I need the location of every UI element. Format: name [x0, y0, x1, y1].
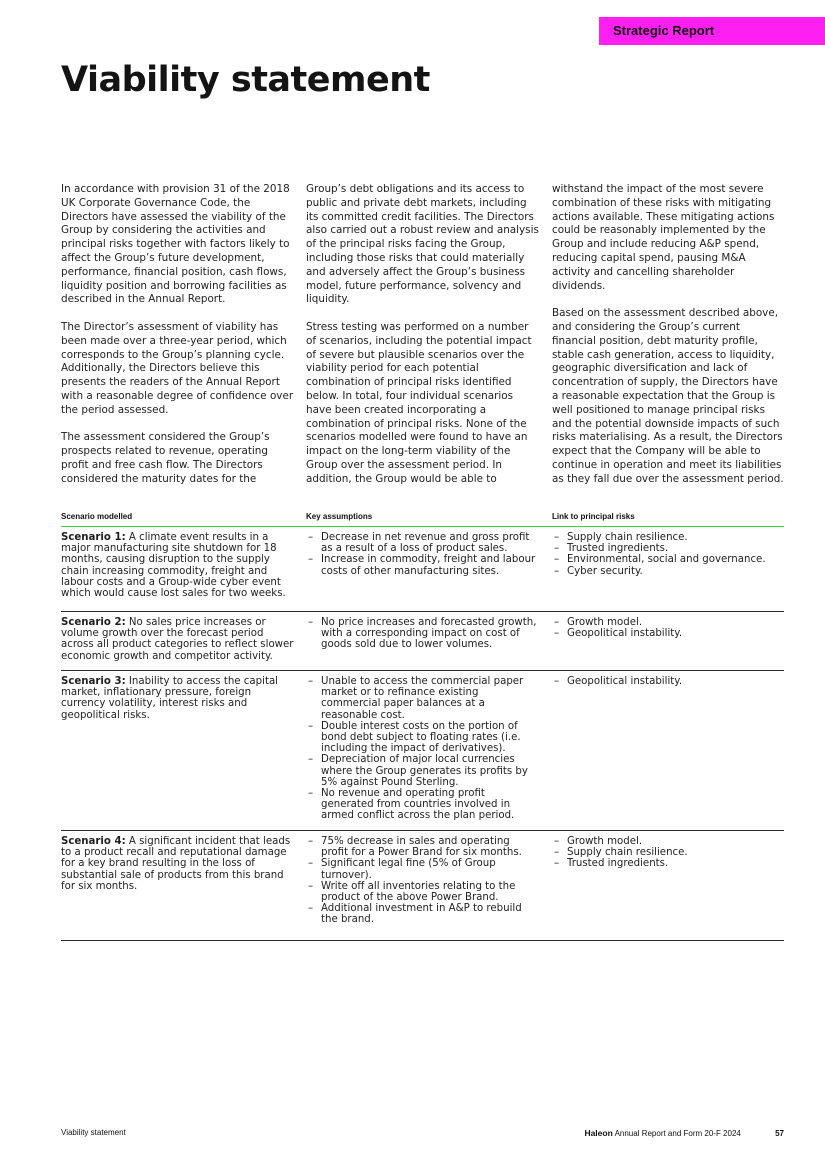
scenario-table — [61, 511, 784, 941]
list-item: – Geopolitical instability. — [552, 676, 784, 687]
list-item: – Supply chain resilience. — [552, 532, 784, 543]
section-tag: Strategic Report — [599, 17, 825, 45]
text-column-2 — [306, 183, 540, 487]
header-assumptions: Key assumptions — [306, 512, 373, 521]
list-item: – Double interest costs on the portion of bond debt subject to floating rates (i.e. including the impact of derivatives). — [306, 721, 540, 755]
list-item: – Write off all inventories relating to the product of the above Power Brand. — [306, 881, 540, 903]
risks-cell — [552, 617, 784, 670]
table-row — [61, 527, 784, 612]
list-item: – Cyber security. — [552, 566, 784, 577]
header-risks: Link to principal risks — [552, 512, 635, 521]
assumptions-cell — [306, 532, 552, 611]
list-item: – Significant legal fine (5% of Group turnover). — [306, 858, 540, 880]
paragraph: Stress testing was performed on a number of scenarios, including the potential impact of severe but plausible scenarios over the viability period for each potential combination of principal risks identified below. In total, four individual scenarios have been created incorporating a combination of principal risks. None of the scenarios modelled were found to have an impact on the long-term viability of the Group over the assessment period. In addition, the Group would be able to — [306, 320, 532, 485]
assumptions-cell — [306, 617, 552, 670]
list-item: – No revenue and operating profit generated from countries involved in armed conflict across the plan period. — [306, 788, 540, 822]
page-title: Viability statement — [61, 60, 430, 100]
scenario-cell — [61, 532, 306, 611]
scenario-cell — [61, 617, 306, 670]
text-column-1 — [61, 183, 295, 487]
scenario-label: Scenario 1: — [61, 532, 126, 543]
list-item: – 75% decrease in sales and operating profit for a Power Brand for six months. — [306, 836, 540, 858]
list-item: – Trusted ingredients. — [552, 858, 784, 869]
scenario-description: A climate event results in a major manufacturing site shutdown for 18 months, causing disruption to the supply chain increasing commodity, freight and labour costs and a Group-wide cyber event which would cause lost sales for two weeks. — [61, 532, 286, 600]
list-item: – Supply chain resilience. — [552, 847, 784, 858]
list-item: – Unable to access the commercial paper market or to refinance existing commercial paper balances at a reasonable cost. — [306, 676, 540, 721]
scenario-label: Scenario 3: — [61, 676, 126, 687]
page-number: 57 — [775, 1129, 784, 1138]
paragraph: Based on the assessment described above, and considering the Group’s current financial position, debt maturity profile, stable cash generation, access to liquidity, geographic diversification and lack of concentration of supply, the Directors have a reasonable expectation that the Group is well positioned to manage principal risks and the potential downside impacts of such risks materialising. As a result, the Directors expect that the Company will be able to continue in operation and meet its liabilities as they fall due over the assessment period. — [552, 307, 784, 485]
paragraph: The Director’s assessment of viability has been made over a three-year period, which corresponds to the Group’s planning cycle. Additionally, the Directors believe this presents the readers of the Annual Report with a reasonable degree of confidence over the period assessed. — [61, 320, 294, 416]
scenario-description: A significant incident that leads to a product recall and reputational damage for a key brand resulting in the loss of substantial sale of products from this brand for six months. — [61, 836, 291, 892]
scenario-cell — [61, 676, 306, 830]
paragraph: withstand the impact of the most severe combination of these risks with mitigating actions available. These mitigating actions could be reasonably implemented by the Group and include reducing A&P spend, reducing capital spend, pausing M&A activity and cancelling shareholder dividends. — [552, 183, 775, 292]
risks-cell — [552, 532, 784, 611]
assumptions-cell — [306, 676, 552, 830]
header-scenario: Scenario modelled — [61, 512, 133, 521]
paragraph: The assessment considered the Group’s prospects related to revenue, operating profit and free cash flow. The Directors considered the maturity dates for the — [61, 431, 270, 485]
scenario-label: Scenario 4: — [61, 836, 126, 847]
table-row — [61, 612, 784, 671]
paragraph: In accordance with provision 31 of the 2018 UK Corporate Governance Code, the Directors have assessed the viability of the Group by considering the activities and principal risks together with factors likely to affect the Group’s future development, performance, financial position, cash flows, liquidity position and borrowing facilities as described in the Annual Report. — [61, 183, 290, 306]
footer-section-name: Viability statement — [61, 1128, 126, 1137]
list-item: – Environmental, social and governance. — [552, 554, 784, 565]
list-item: – Additional investment in A&P to rebuild the brand. — [306, 903, 540, 925]
brand-name: Haleon — [584, 1128, 613, 1138]
scenario-label: Scenario 2: — [61, 617, 126, 628]
text-column-3 — [552, 183, 786, 487]
table-header — [61, 511, 784, 527]
table-row — [61, 831, 784, 941]
risks-cell — [552, 836, 784, 940]
list-item: – Geopolitical instability. — [552, 628, 784, 639]
paragraph: Group’s debt obligations and its access to public and private debt markets, including its committed credit facilities. The Directors also carried out a robust review and analysis of the principal risks facing the Group, including those risks that could materially and adversely affect the Group’s business model, future performance, solvency and liquidity. — [306, 183, 539, 306]
footer-publication — [584, 1128, 784, 1138]
scenario-description: Inability to access the capital market, inflationary pressure, foreign currency volatility, interest risks and geopolitical risks. — [61, 676, 279, 721]
list-item: – Growth model. — [552, 836, 784, 847]
list-item: – Decrease in net revenue and gross profit as a result of a loss of product sales. — [306, 532, 540, 554]
list-item: – Increase in commodity, freight and labour costs of other manufacturing sites. — [306, 554, 540, 576]
risks-cell — [552, 676, 784, 830]
assumptions-cell — [306, 836, 552, 940]
table-row — [61, 671, 784, 831]
list-item: – No price increases and forecasted growth, with a corresponding impact on cost of goods sold due to lower volumes. — [306, 617, 540, 651]
list-item: – Growth model. — [552, 617, 784, 628]
list-item: – Depreciation of major local currencies where the Group generates its profits by 5% against Pound Sterling. — [306, 754, 540, 788]
scenario-cell — [61, 836, 306, 940]
scenario-description: No sales price increases or volume growth over the forecast period across all product categories to reflect slower economic growth and competitor activity. — [61, 617, 294, 662]
list-item: – Trusted ingredients. — [552, 543, 784, 554]
report-name: Annual Report and Form 20-F 2024 — [614, 1129, 741, 1138]
